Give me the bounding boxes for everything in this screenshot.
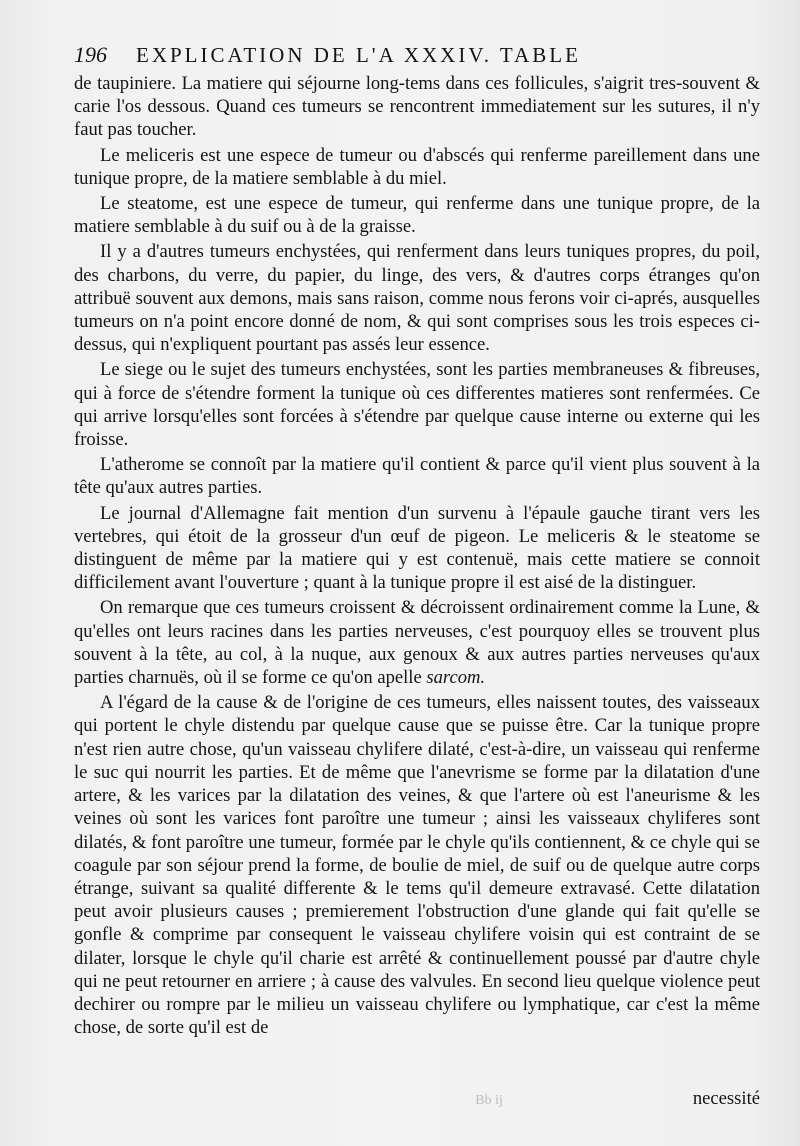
paragraph: Il y a d'autres tumeurs enchystées, qui renferment dans leurs tuniques propres, du poil, des charbons, du verre, du papier, du linge, des vers, & d'autres corps étranges qu'on attribuë souvent aux demons, mais sans raison, comme nous ferons voir ci-aprés, ausquelles tumeurs on n'a point encore donné de nom, & qui sont comprises sous les trois especes ci-dessus, qui n'expliquent pourtant pas assés leur essence. xyxy=(74,241,760,356)
paragraph: Le journal d'Allemagne fait mention d'un survenu à l'épaule gauche tirant vers les vertebres, qui étoit de la grosseur d'un œuf de pigeon. Le meliceris & le steatome se distinguent de même par la matiere qui y est contenuë, mais cette matiere se connoit difficilement avant l'ouverture ; quant à la tunique propre il est aisé de la distinguer. xyxy=(74,502,760,594)
paragraph: On remarque que ces tumeurs croissent & décroissent ordinairement comme la Lune, & qu'elles ont leurs racines dans les parties nerveuses, c'est pourquoy elles se trouvent plus souvent à la tête, au col, à la nuque, aux genoux & aux autres parties nerveuses qu'aux parties charnuës, où il se forme ce qu'on apelle sarcom. xyxy=(74,597,760,689)
catchword: necessité xyxy=(692,1088,760,1109)
running-title: EXPLICATION DE L'A XXXIV. TABLE xyxy=(136,43,581,67)
paragraph: L'atherome se connoît par la matiere qu'il contient & parce qu'il vient plus souvent à la tête qu'aux autres parties. xyxy=(74,454,760,499)
page-footer xyxy=(0,1088,760,1110)
page-header xyxy=(74,42,760,72)
paragraph: Le meliceris est une espece de tumeur ou d'abscés qui renferme pareillement dans une tunique propre, de la matiere semblable à du miel. xyxy=(74,144,760,189)
italic-term: sarcom. xyxy=(426,667,486,689)
paragraph: de taupiniere. La matiere qui séjourne long-tems dans ces follicules, s'aigrit tres-souvent & carie l'os dessous. Quand ces tumeurs se rencontrent immediatement sur les sutures, il n'y faut pas toucher. xyxy=(74,73,760,141)
paragraph: Le siege ou le sujet des tumeurs enchystées, sont les parties membraneuses & fibreuses, qui à force de s'étendre forment la tunique où ces differentes matieres sont renfermées. Ce qui arrive lorsqu'elles sont forcées à s'étendre par quelque cause interne ou externe qui les froisse. xyxy=(74,359,760,451)
page-number: 196 xyxy=(74,42,107,67)
paragraph: A l'égard de la cause & de l'origine de ces tumeurs, elles naissent toutes, des vaisseaux qui portent le chyle distendu par quelque cause que se puisse être. Car la tunique propre n'est rien autre chose, qu'un vaisseau chylifere dilaté, c'est-à-dire, un vaisseau qui renferme le suc qui nourrit les parties. Et de même que l'anevrisme se forme par la dilatation d'une artere, & les varices par la dilatation des veines, & que l'artere où est l'aneurisme & les veines où sont les varices font paroître une tumeur ; ainsi les vaisseaux chyliferes sont dilatés, & font paroître une tumeur, formée par le chyle qu'ils contiennent, & ce chyle qui se coagule par son séjour prend la forme, de boulie de miel, de suif ou de quelque autre corps étrange, suivant sa qualité differente & le tems qu'il demeure extravasé. Cette dilatation peut avoir plusieurs causes ; premierement l'obstruction d'une glande qui fait qu'elle se gonfle & comprime par consequent le vaisseau chylifere voisin qui est contraint de se dilater, lorsque le chyle qu'il charie est arrêté & continuellement poussé par d'autre chyle qui ne peut retourner en arriere ; à cause des valvules. En second lieu quelque violence peut dechirer ou rompre par le milieu un vaisseau chylifere ou lymphatique, car c'est la même chose, de sorte qu'il est de xyxy=(74,692,760,1039)
paragraph: Le steatome, est une espece de tumeur, qui renferme dans une tunique propre, de la matiere semblable à du suif ou à de la graisse. xyxy=(74,193,760,238)
signature-mark: Bb ij xyxy=(475,1093,503,1108)
body-text xyxy=(74,72,760,1039)
